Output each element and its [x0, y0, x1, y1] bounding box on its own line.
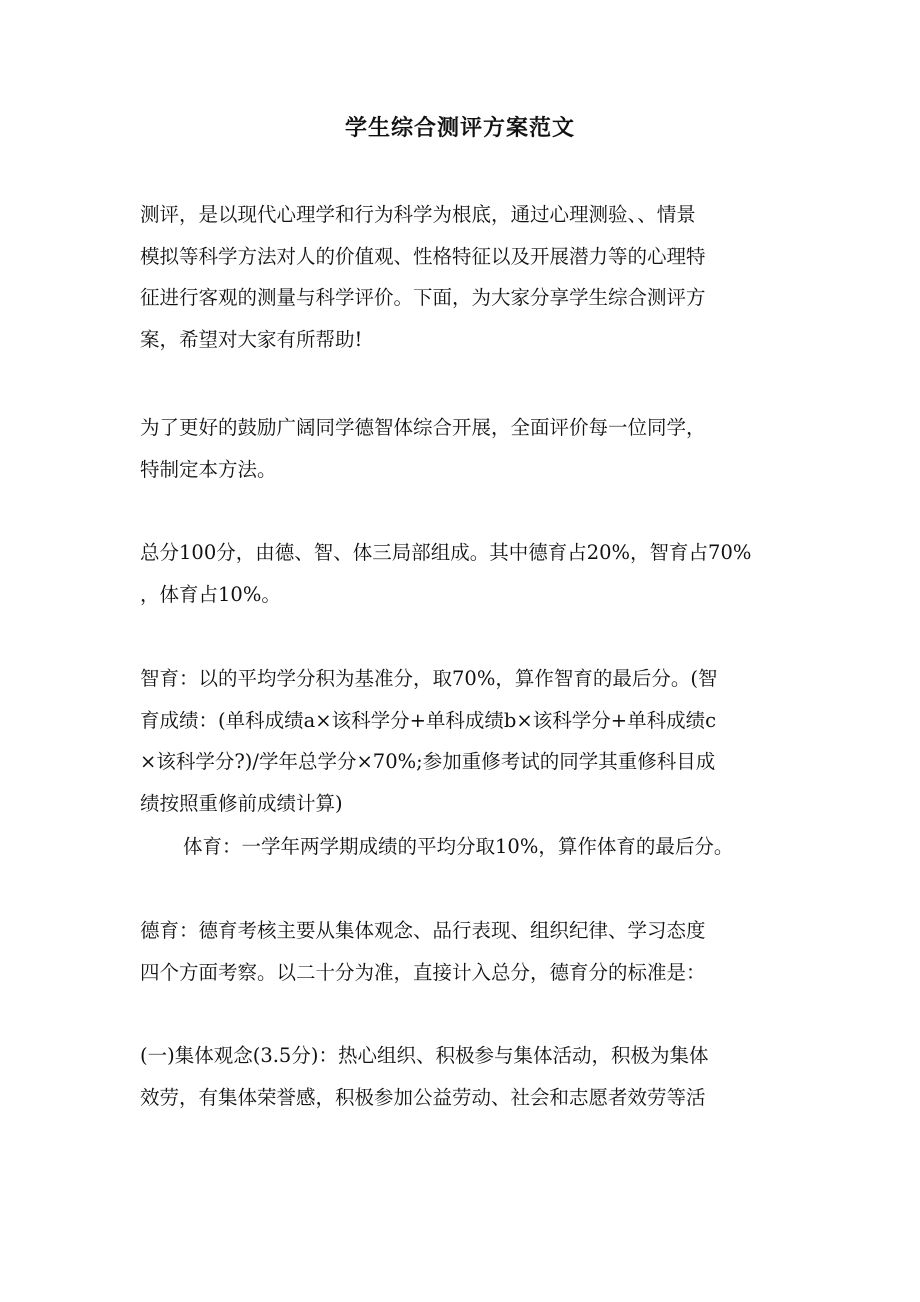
physical-paragraph — [140, 826, 785, 868]
text-line: ，体育占10%。 — [140, 582, 281, 606]
text-line: 案，希望对大家有所帮助! — [140, 327, 363, 351]
text-line: 征进行客观的测量与科学评价。下面，为大家分享学生综合测评方 — [140, 286, 706, 309]
text-line: 育成绩：(单科成绩a×该科学分+单科成绩b×该科学分+单科成绩c — [140, 708, 716, 732]
text-line: 模拟等科学方法对人的价值观、性格特征以及开展潜力等的心理特 — [140, 244, 706, 268]
intellect-paragraph — [140, 658, 785, 824]
text-line: 为了更好的鼓励广阔同学德智体综合开展，全面评价每一位同学， — [140, 416, 706, 439]
collective-paragraph — [140, 1035, 785, 1118]
moral-paragraph — [140, 910, 785, 993]
text-line: 测评，是以现代心理学和行为科学为根底，通过心理测验、、情景 — [140, 203, 696, 226]
total-score-paragraph — [140, 532, 785, 615]
document-title: 学生综合测评方案范文 — [344, 115, 575, 141]
text-line: 绩按照重修前成绩计算) — [140, 791, 343, 815]
text-line: ×该科学分?)/学年总学分×70%;参加重修考试的同学其重修科目成 — [140, 750, 716, 773]
text-line: 体育：一学年两学期成绩的平均分取10%，算作体育的最后分。 — [183, 835, 734, 858]
intro-paragraph — [140, 194, 785, 360]
text-line: (一)集体观念(3.5分)：热心组织、积极参与集体活动，积极为集体 — [140, 1044, 709, 1067]
text-line: 智育：以的平均学分积为基准分，取70%，算作智育的最后分。(智 — [140, 667, 718, 690]
purpose-paragraph — [140, 407, 785, 490]
text-line: 效劳，有集体荣誉感，积极参加公益劳动、社会和志愿者效劳等活 — [140, 1085, 706, 1109]
text-line: 德育：德育考核主要从集体观念、品行表现、组织纪律、学习态度 — [140, 919, 706, 942]
text-line: 总分100分，由德、智、体三局部组成。其中德育占20%，智育占70% — [140, 541, 752, 564]
text-line: 四个方面考察。以二十分为准，直接计入总分，德育分的标准是： — [140, 960, 706, 984]
text-line: 特制定本方法。 — [140, 457, 277, 481]
